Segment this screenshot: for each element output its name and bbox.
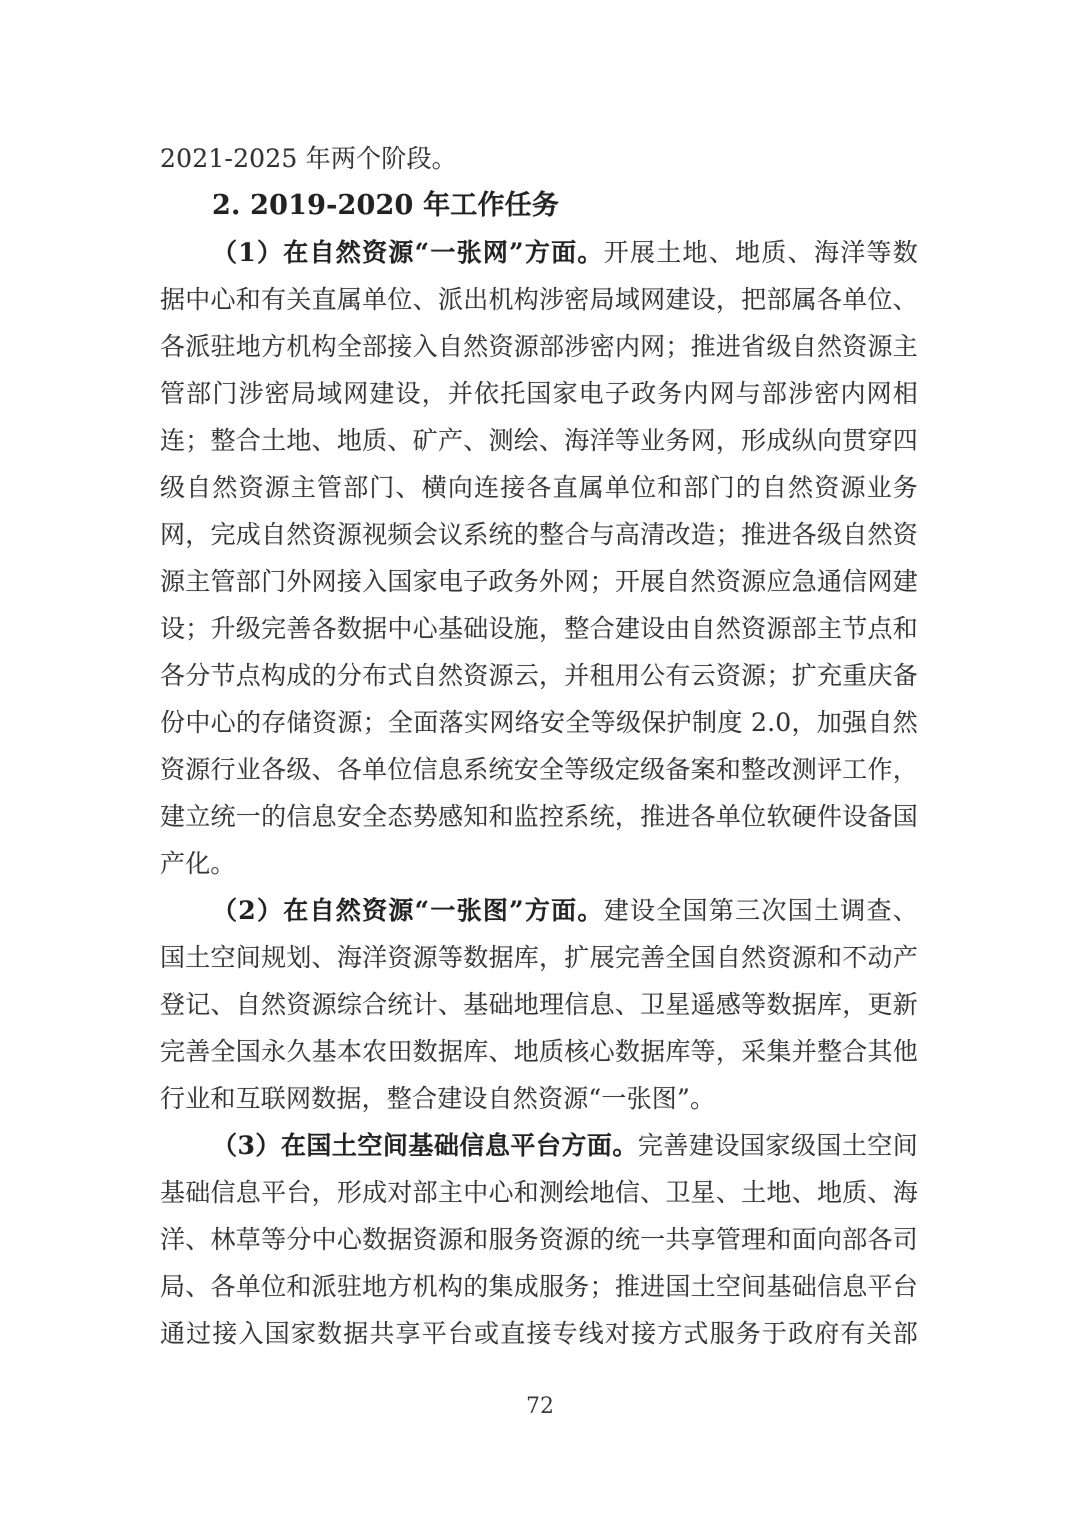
body-line: 管部门涉密局域网建设，并依托国家电子政务内网与部涉密内网相 (160, 379, 918, 408)
section-heading: 2. 2019-2020 年工作任务 (212, 190, 560, 221)
paragraph-2-first-line (160, 887, 918, 934)
paragraph-2-lead-rest: 建设全国第三次国土调查、 (603, 896, 918, 925)
body-line: 洋、林草等分中心数据资源和服务资源的统一共享管理和面向部各司 (160, 1225, 918, 1254)
body-line: 据中心和有关直属单位、派出机构涉密局域网建设，把部属各单位、 (160, 285, 918, 314)
document-body (160, 135, 918, 1357)
body-line: 级自然资源主管部门、横向连接各直属单位和部门的自然资源业务 (160, 473, 918, 502)
body-line: 连；整合土地、地质、矿产、测绘、海洋等业务网，形成纵向贯穿四 (160, 426, 918, 455)
paragraph-3-lead-rest: 完善建设国家级国土空间 (637, 1131, 919, 1160)
paragraph-3-first-line (160, 1122, 918, 1169)
paragraph-continuation-line: 2021-2025 年两个阶段。 (160, 144, 457, 173)
paragraph-1-last-line: 产化。 (160, 849, 236, 878)
body-line: 资源行业各级、各单位信息系统安全等级定级备案和整改测评工作， (160, 755, 918, 784)
body-line: 基础信息平台，形成对部主中心和测绘地信、卫星、土地、地质、海 (160, 1178, 918, 1207)
body-line: 局、各单位和派驻地方机构的集成服务；推进国土空间基础信息平台 (160, 1272, 918, 1301)
body-line: 建立统一的信息安全态势感知和监控系统，推进各单位软硬件设备国 (160, 802, 918, 831)
paragraph-3-lead: （3）在国土空间基础信息平台方面。 (212, 1131, 638, 1160)
body-line: 完善全国永久基本农田数据库、地质核心数据库等，采集并整合其他 (160, 1037, 918, 1066)
body-line: 各分节点构成的分布式自然资源云，并租用公有云资源；扩充重庆备 (160, 661, 918, 690)
page-number: 72 (526, 1394, 554, 1419)
body-line: 网，完成自然资源视频会议系统的整合与高清改造；推进各级自然资 (160, 520, 918, 549)
paragraph-1-lead-rest: 开展土地、地质、海洋等数 (603, 238, 918, 267)
body-line: 源主管部门外网接入国家电子政务外网；开展自然资源应急通信网建 (160, 567, 918, 596)
body-line: 设；升级完善各数据中心基础设施，整合建设由自然资源部主节点和 (160, 614, 918, 643)
paragraph-2-last-line: 行业和互联网数据，整合建设自然资源“一张图”。 (160, 1084, 716, 1113)
body-line: 国土空间规划、海洋资源等数据库，扩展完善全国自然资源和不动产 (160, 943, 918, 972)
body-line: 通过接入国家数据共享平台或直接专线对接方式服务于政府有关部 (160, 1319, 918, 1348)
paragraph-1-first-line (160, 229, 918, 276)
body-line: 登记、自然资源综合统计、基础地理信息、卫星遥感等数据库，更新 (160, 990, 918, 1019)
paragraph-2-lead: （2）在自然资源“一张图”方面。 (212, 896, 604, 925)
body-line: 各派驻地方机构全部接入自然资源部涉密内网；推进省级自然资源主 (160, 332, 918, 361)
body-line: 份中心的存储资源；全面落实网络安全等级保护制度 2.0，加强自然 (160, 708, 918, 737)
paragraph-1-lead: （1）在自然资源“一张网”方面。 (212, 238, 604, 267)
